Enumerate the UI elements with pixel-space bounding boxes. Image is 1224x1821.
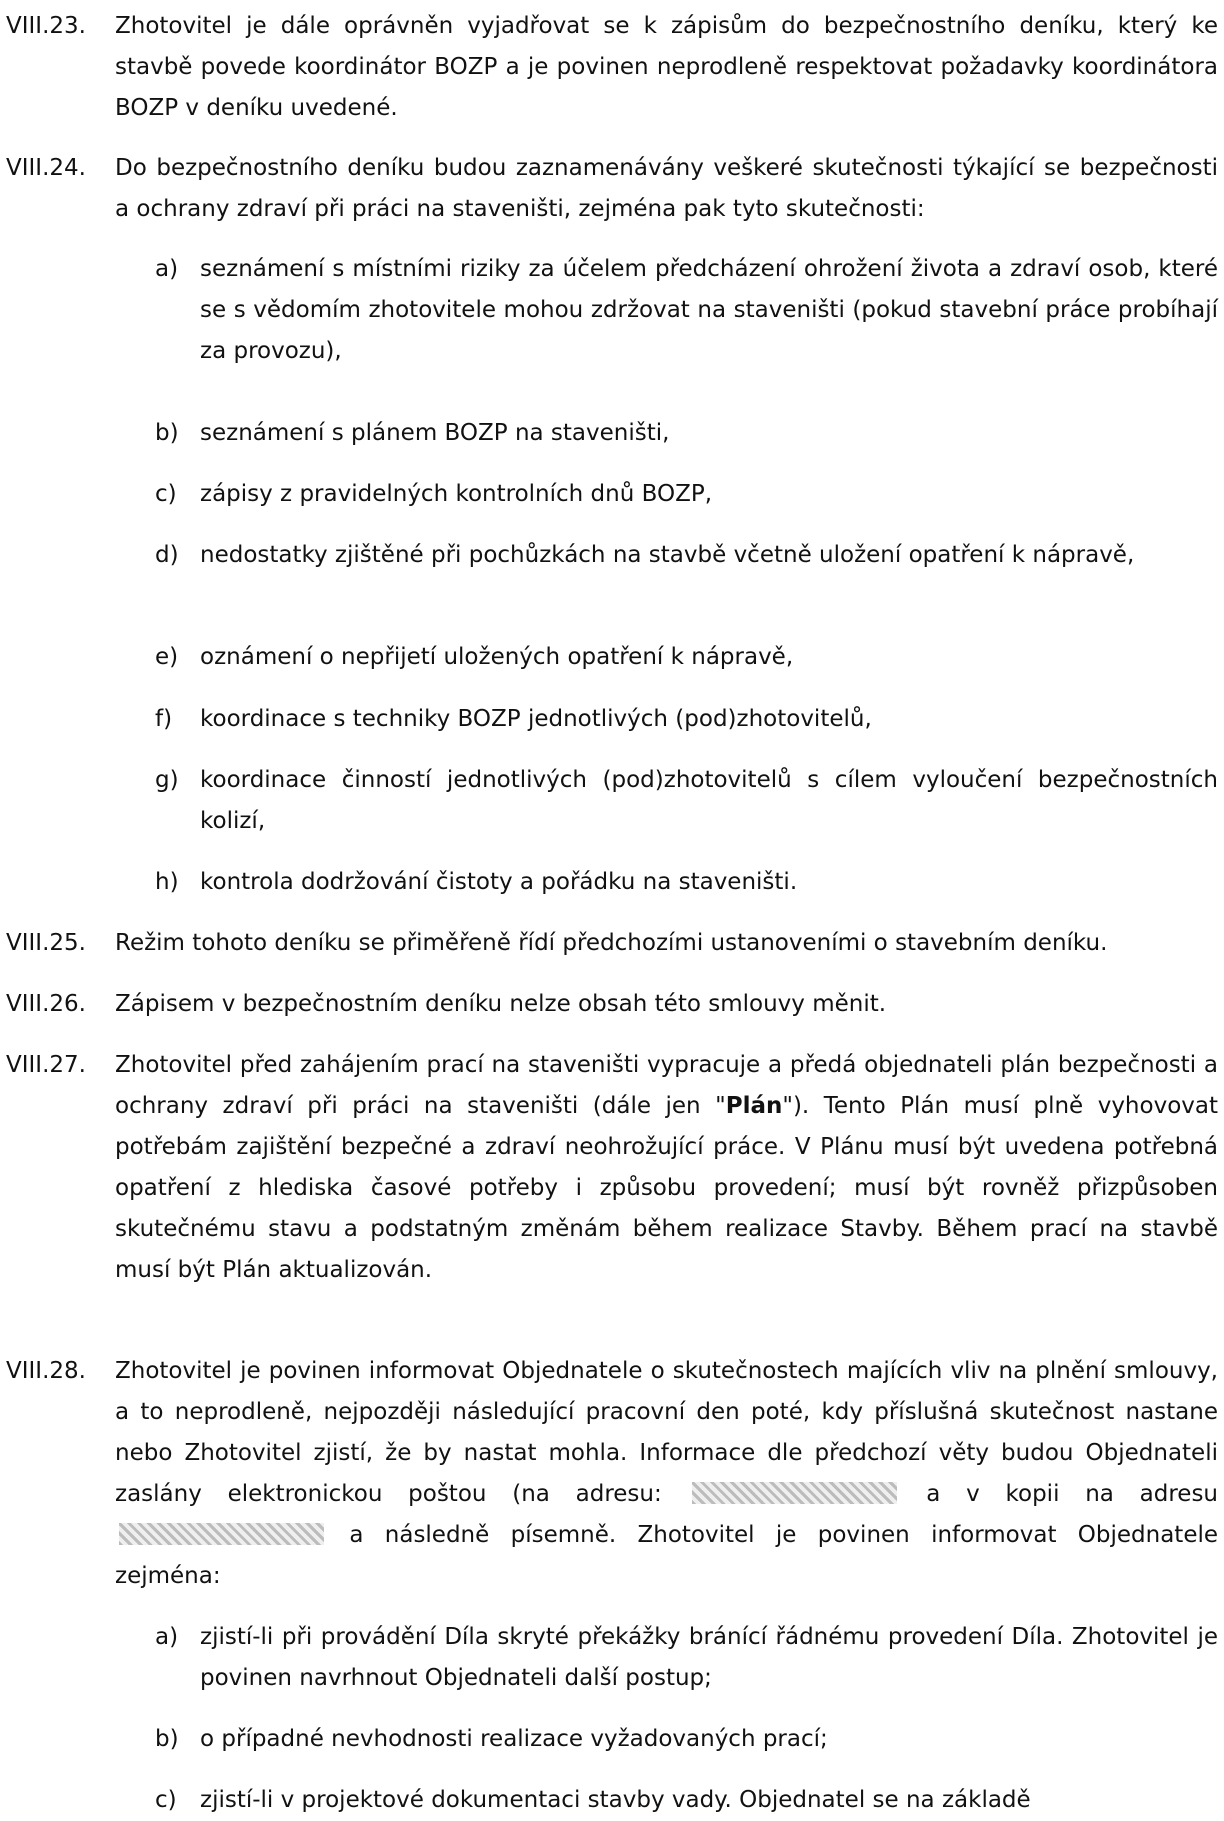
list-item-letter: b) <box>155 1726 179 1752</box>
list-item-letter: e) <box>155 644 179 670</box>
list-item-text: o případné nevhodnosti realizace vyžadovaných prací; <box>200 1726 828 1752</box>
list-item-letter: c) <box>155 1787 177 1813</box>
list-item-letter: a) <box>155 256 179 282</box>
clause-text-part: Zhotovitel je povinen informovat Objednatele o skutečnostech majících vliv na plnění smlouvy, a to neprodleně, nejpozději následující pracovní den poté, kdy příslušná skutečnost nastane nebo Zhotovitel zjistí, že by nastat mohla. Informace dle předchozí věty budou Objednateli zaslány elektronickou poštou (na adresu: <box>115 1358 1218 1507</box>
clause-text <box>115 1045 1218 1291</box>
list-item-text: zjistí-li při provádění Díla skryté překážky bránící řádnému provedení Díla. Zhotovitel je povinen navrhnout Objednateli další postup; <box>200 1624 1218 1691</box>
list-item <box>0 862 1224 903</box>
clause-number: VIII.25. <box>6 930 86 956</box>
list-item-letter: g) <box>155 767 179 793</box>
list-item-text: zápisy z pravidelných kontrolních dnů BOZP, <box>200 481 713 507</box>
list-item-letter: d) <box>155 542 179 568</box>
clause-text-part: "). Tento Plán musí plně vyhovovat potřebám zajištění bezpečné a zdraví neohrožující práce. V Plánu musí být uvedena potřebná opatření z hlediska časové potřeby i způsobu provedení; musí být rovněž přizpůsoben skutečnému stavu a podstatným změnám během realizace Stavby. Během prací na stavbě musí být Plán aktualizován. <box>115 1093 1218 1283</box>
clause-number: VIII.28. <box>6 1358 86 1384</box>
list-item <box>0 760 1224 842</box>
list-item-text: zjistí-li v projektové dokumentaci stavby vady. Objednatel se na základě <box>200 1787 1031 1813</box>
list-item <box>0 535 1224 576</box>
clause-text: Zápisem v bezpečnostním deníku nelze obsah této smlouvy měnit. <box>115 991 887 1017</box>
list-item <box>0 249 1224 372</box>
list-item-text: seznámení s plánem BOZP na staveništi, <box>200 420 670 446</box>
list-item <box>0 637 1224 678</box>
list-item <box>0 1719 1224 1760</box>
clause-number: VIII.27. <box>6 1052 86 1078</box>
clause-number: VIII.23. <box>6 13 86 39</box>
clause-text-part: Zhotovitel před zahájením prací na staveništi vypracuje a předá objednateli plán bezpečnosti a ochrany zdraví při práci na staveništi (dále jen " <box>115 1052 1218 1119</box>
clause-viii-25 <box>0 923 1224 964</box>
clause-viii-24 <box>0 148 1224 230</box>
clause-viii-27 <box>0 1045 1224 1291</box>
list-item-letter: a) <box>155 1624 179 1650</box>
list-item-text: koordinace s techniky BOZP jednotlivých (pod)zhotovitelů, <box>200 706 872 732</box>
list-item-letter: c) <box>155 481 177 507</box>
redacted-email-copy <box>119 1523 324 1545</box>
list-item-letter: h) <box>155 869 179 895</box>
list-item <box>0 1617 1224 1699</box>
list-item-letter: b) <box>155 420 179 446</box>
clause-text: Režim tohoto deníku se přiměřeně řídí předchozími ustanoveními o stavebním deníku. <box>115 930 1108 956</box>
list-item <box>0 474 1224 515</box>
clause-number: VIII.26. <box>6 991 86 1017</box>
clause-viii-23 <box>0 6 1224 129</box>
clause-text-part: a v kopii na adresu <box>926 1481 1219 1507</box>
clause-text <box>115 1351 1218 1597</box>
list-item <box>0 1780 1224 1821</box>
list-item-text: nedostatky zjištěné při pochůzkách na stavbě včetně uložení opatření k nápravě, <box>200 542 1135 568</box>
list-item-text: seznámení s místními riziky za účelem předcházení ohrožení života a zdraví osob, které se s vědomím zhotovitele mohou zdržovat na staveništi (pokud stavební práce probíhají za provozu), <box>200 256 1218 364</box>
clause-viii-28 <box>0 1351 1224 1597</box>
clause-viii-26 <box>0 984 1224 1025</box>
list-item <box>0 413 1224 454</box>
list-item-text: oznámení o nepřijetí uložených opatření k nápravě, <box>200 644 794 670</box>
list-item-letter: f) <box>155 706 173 732</box>
clause-text: Zhotovitel je dále oprávněn vyjadřovat se k zápisům do bezpečnostního deníku, který ke stavbě povede koordinátor BOZP a je povinen neprodleně respektovat požadavky koordinátora BOZP v deníku uvedené. <box>115 13 1218 121</box>
redacted-email-primary <box>692 1482 897 1504</box>
list-item-text: koordinace činností jednotlivých (pod)zhotovitelů s cílem vyloučení bezpečnostních kolizí, <box>200 767 1218 834</box>
defined-term: Plán <box>725 1093 783 1119</box>
clause-text-part: a následně písemně. Zhotovitel je povinen informovat Objednatele zejména: <box>115 1522 1219 1589</box>
list-item-text: kontrola dodržování čistoty a pořádku na staveništi. <box>200 869 798 895</box>
clause-text: Do bezpečnostního deníku budou zaznamenávány veškeré skutečnosti týkající se bezpečnosti a ochrany zdraví při práci na staveništi, zejména pak tyto skutečnosti: <box>115 155 1218 222</box>
list-item <box>0 699 1224 740</box>
clause-number: VIII.24. <box>6 155 86 181</box>
